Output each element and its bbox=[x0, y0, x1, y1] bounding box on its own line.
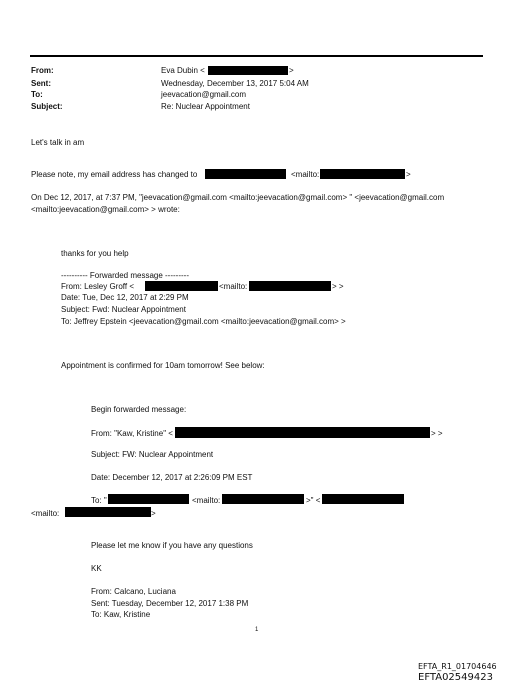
to-label: To: bbox=[31, 90, 43, 99]
to-value: jeevacation@gmail.com bbox=[161, 90, 247, 99]
questions-line: Please let me know if you have any questions bbox=[91, 541, 253, 550]
body-line: Let's talk in am bbox=[31, 138, 85, 147]
mailto-label: <mailto: bbox=[219, 282, 248, 291]
redaction-bar bbox=[175, 427, 430, 438]
mailto-end: > > bbox=[431, 429, 443, 438]
mailto-end: > > bbox=[332, 282, 344, 291]
email-change-notice: Please note, my email address has changed to bbox=[31, 170, 198, 179]
forward3-sent: Sent: Tuesday, December 12, 2017 1:38 PM bbox=[91, 599, 249, 608]
forward-date: Date: Tue, Dec 12, 2017 at 2:29 PM bbox=[61, 293, 189, 302]
redaction-bar bbox=[108, 494, 189, 504]
header-rule bbox=[30, 55, 483, 57]
mailto-end: > bbox=[406, 170, 411, 179]
appointment-line: Appointment is confirmed for 10am tomorrow! See below: bbox=[61, 361, 265, 370]
footer-id: EFTA_R1_01704646 bbox=[418, 662, 497, 671]
redaction-bar bbox=[320, 169, 405, 179]
begin-forwarded: Begin forwarded message: bbox=[91, 405, 187, 414]
from-value: Eva Dubin < bbox=[161, 66, 205, 75]
forward3-to: To: Kaw, Kristine bbox=[91, 610, 151, 619]
redaction-bar bbox=[65, 507, 151, 517]
subject-value: Re: Nuclear Appointment bbox=[161, 102, 250, 111]
redaction-bar bbox=[208, 66, 288, 75]
redaction-bar bbox=[145, 281, 218, 291]
from-value-end: > bbox=[289, 66, 294, 75]
sent-value: Wednesday, December 13, 2017 5:04 AM bbox=[161, 79, 309, 88]
forward2-from: From: "Kaw, Kristine" < bbox=[91, 429, 173, 438]
forward2-to: To: " bbox=[91, 496, 107, 505]
mailto-label: <mailto: bbox=[192, 496, 221, 505]
page-number: 1 bbox=[255, 627, 259, 633]
forward-to: To: Jeffrey Epstein <jeevacation@gmail.com <mailto:jeevacation@gmail.com> > bbox=[61, 317, 346, 326]
forwarded-marker: ---------- Forwarded message --------- bbox=[61, 271, 189, 280]
signature: KK bbox=[91, 564, 102, 573]
subject-label: Subject: bbox=[31, 102, 63, 111]
mailto-end: > bbox=[151, 509, 156, 518]
forward3-from: From: Calcano, Luciana bbox=[91, 587, 176, 596]
forward-from: From: Lesley Groff < bbox=[61, 282, 134, 291]
sent-label: Sent: bbox=[31, 79, 51, 88]
thanks-line: thanks for you help bbox=[61, 249, 129, 258]
mailto-label: <mailto: bbox=[291, 170, 320, 179]
quote-intro-line: On Dec 12, 2017, at 7:37 PM, "jeevacation@gmail.com <mailto:jeevacation@gmail.com> " <jeevacation@gmail.com bbox=[31, 193, 445, 202]
redaction-bar bbox=[205, 169, 286, 179]
forward2-subject: Subject: FW: Nuclear Appointment bbox=[91, 450, 214, 459]
redaction-bar bbox=[222, 494, 304, 504]
forward2-date: Date: December 12, 2017 at 2:26:09 PM EST bbox=[91, 473, 253, 482]
mailto-label: <mailto: bbox=[31, 509, 60, 518]
quote-intro-line: <mailto:jeevacation@gmail.com> > wrote: bbox=[31, 205, 180, 214]
redaction-bar bbox=[249, 281, 331, 291]
from-label: From: bbox=[31, 66, 54, 75]
footer-bates-number: EFTA02549423 bbox=[418, 672, 493, 683]
mailto-mid: >" < bbox=[306, 496, 321, 505]
redaction-bar bbox=[322, 494, 404, 504]
forward-subject: Subject: Fwd: Nuclear Appointment bbox=[61, 305, 186, 314]
